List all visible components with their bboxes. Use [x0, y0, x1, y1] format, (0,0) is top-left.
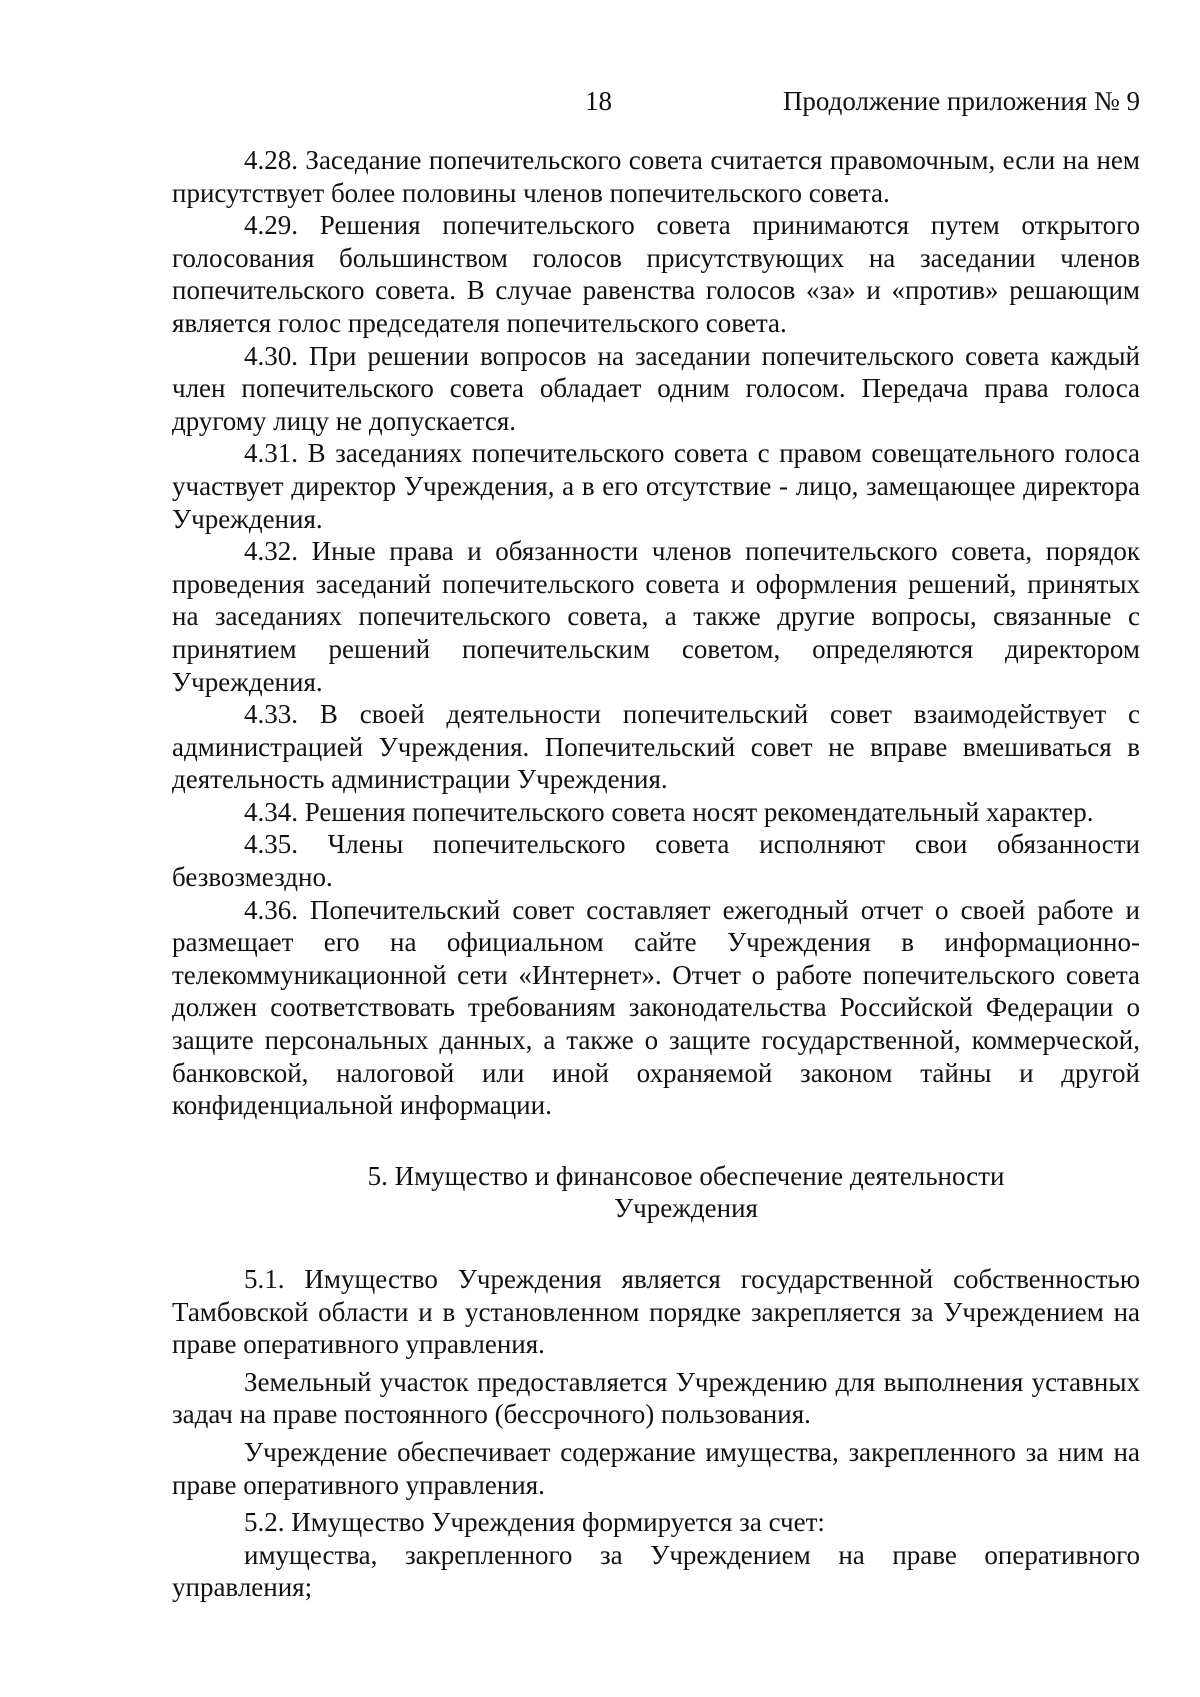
paragraph-property-source-item: имущества, закрепленного за Учреждением на праве оперативного управления;	[172, 1539, 1140, 1603]
paragraph-4-34: 4.34. Решения попечительского совета носят рекомендательный характер.	[244, 796, 1094, 827]
paragraph-property-maintenance: Учреждение обеспечивает содержание имущества, закрепленного за ним на праве оперативного управления.	[172, 1436, 1140, 1500]
paragraph-4-31: 4.31. В заседаниях попечительского совета с правом совещательного голоса участвует директор Учреждения, а в его отсутствие - лицо, замещающее директора Учреждения.	[172, 438, 1140, 534]
section-title-line-2: Учреждения	[614, 1193, 758, 1224]
document-body	[172, 144, 1140, 1604]
paragraph-4-32: 4.32. Иные права и обязанности членов попечительского совета, порядок проведения заседаний попечительского совета и оформления решений, принятых на заседаниях попечительского совета, а также другие вопросы, связанные с принятием решений попечительским советом, определяются директором Учреждения.	[172, 536, 1140, 697]
page-number: 18	[585, 86, 612, 116]
paragraph-4-29: 4.29. Решения попечительского совета принимаются путем открытого голосования большинством голосов присутствующих на заседании членов попечительского совета. В случае равенства голосов «за» и «против» решающим является голос председателя попечительского совета.	[172, 210, 1140, 338]
paragraph-4-33: 4.33. В своей деятельности попечительский совет взаимодействует с администрацией Учреждения. Попечительский совет не вправе вмешиваться в деятельность администрации Учреждения.	[172, 699, 1140, 795]
page-header	[170, 86, 1140, 122]
section-5-heading	[172, 1160, 1140, 1225]
paragraph-5-2: 5.2. Имущество Учреждения формируется за счет:	[244, 1507, 825, 1538]
appendix-continuation-label: Продолжение приложения № 9	[782, 86, 1140, 116]
paragraph-4-36: 4.36. Попечительский совет составляет ежегодный отчет о своей работе и размещает его на официальном сайте Учреждения в информационно-телекоммуникационной сети «Интернет». Отчет о работе попечительского совета должен соответствовать требованиям законодательства Российской Федерации о защите персональных данных, а также о защите государственной, коммерческой, банковской, налоговой или иной охраняемой законом тайны и другой конфиденциальной информации.	[172, 894, 1140, 1121]
paragraph-5-1: 5.1. Имущество Учреждения является государственной собственностью Тамбовской области и в установленном порядке закрепляется за Учреждением на праве оперативного управления.	[172, 1264, 1140, 1360]
paragraph-4-28: 4.28. Заседание попечительского совета считается правомочным, если на нем присутствует более половины членов попечительского совета.	[172, 145, 1140, 208]
section-title-line-1: 5. Имущество и финансовое обеспечение деятельности	[367, 1160, 1005, 1191]
paragraph-4-30: 4.30. При решении вопросов на заседании попечительского совета каждый член попечительского совета обладает одним голосом. Передача права голоса другому лицу не допускается.	[172, 340, 1140, 436]
paragraph-land-plot: Земельный участок предоставляется Учреждению для выполнения уставных задач на праве постоянного (бессрочного) пользования.	[172, 1366, 1140, 1430]
paragraph-4-35: 4.35. Члены попечительского совета исполняют свои обязанности безвозмездно.	[172, 829, 1140, 893]
